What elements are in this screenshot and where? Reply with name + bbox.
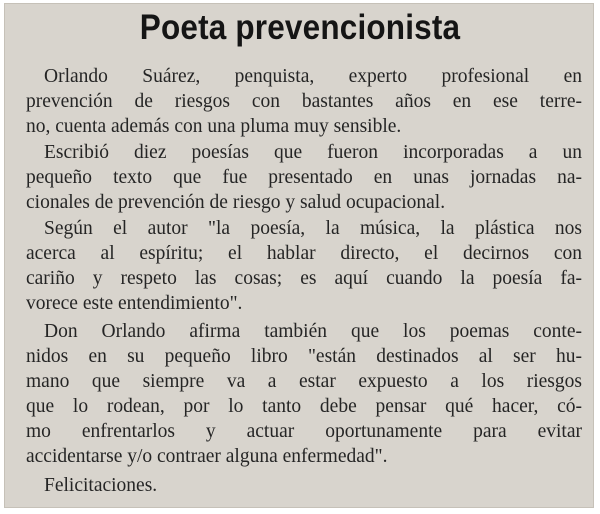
article-line: vorece este entendimiento". — [26, 293, 243, 314]
article-line: no, cuenta además con una pluma muy sensible. — [26, 116, 402, 137]
article-line: Escribió diez poesías que fueron incorporadas a un — [44, 142, 582, 163]
article-line: accidentarse y/o contraer alguna enfermedad". — [26, 446, 388, 467]
newspaper-clipping — [4, 3, 594, 508]
article-line: Según el autor "la poesía, la música, la plástica nos — [44, 218, 582, 239]
article-line: mano que siempre va a estar expuesto a los riesgos — [26, 371, 582, 392]
article-line: cariño y respeto las cosas; es aquí cuando la poesía fa- — [26, 268, 582, 289]
article-headline: Poeta prevencionista — [139, 8, 461, 47]
article-line: nidos en su pequeño libro "están destinados al ser hu- — [26, 346, 582, 367]
article-line: mo enfrentarlos y actuar oportunamente para evitar — [26, 421, 582, 442]
article-line: Orlando Suárez, penquista, experto profesional en — [44, 66, 582, 87]
article-line: cionales de prevención de riesgo y salud ocupacional. — [26, 192, 446, 213]
article-line: pequeño texto que fue presentado en unas jornadas na- — [26, 167, 582, 188]
article-line: que lo rodean, por lo tanto debe pensar qué hacer, có- — [26, 396, 582, 417]
article-line: acerca al espíritu; el hablar directo, el decirnos con — [26, 243, 582, 264]
article-line: Don Orlando afirma también que los poemas conte- — [44, 321, 582, 342]
article-closing-line: Felicitaciones. — [44, 475, 158, 496]
article-line: prevención de riesgos con bastantes años en ese terre- — [26, 91, 582, 112]
